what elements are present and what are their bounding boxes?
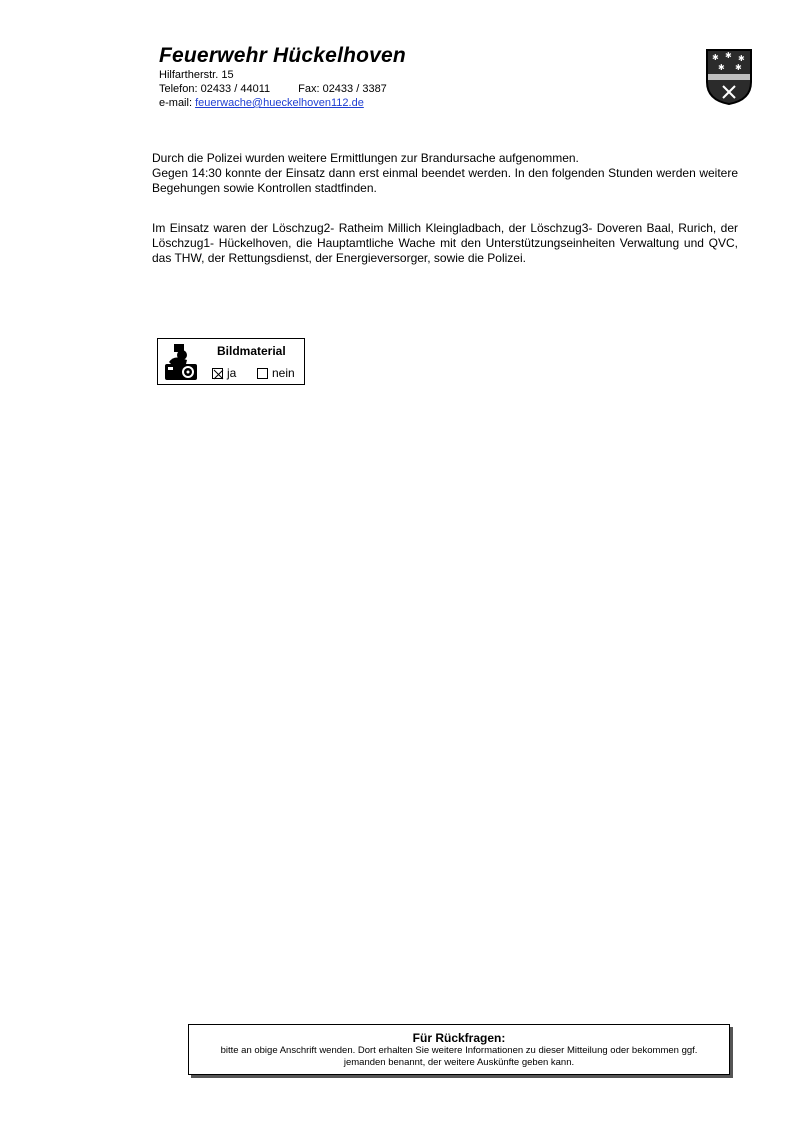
- email-label: e-mail:: [159, 97, 196, 109]
- paragraph-investigation: [152, 151, 738, 196]
- paragraph-line: Gegen 14:30 konnte der Einsatz dann erst einmal beendet werden. In den folgenden Stunden werden weitere Begehungen sowie Kontrollen stadtfinden.: [152, 166, 738, 195]
- svg-text:✱: ✱: [725, 51, 732, 60]
- coat-of-arms-icon: [705, 48, 753, 106]
- paragraph-text: Im Einsatz waren der Löschzug2- Ratheim Millich Kleingladbach, der Löschzug3- Doveren Baal, Rurich, der Löschzug1- Hückelhoven, die Hauptamtliche Wache mit den Unterstützungseinheiten Verwaltung und QVC, das THW, der Rettungsdienst, der Energieversorger, sowie die Polizei.: [152, 221, 738, 265]
- checkbox-nein-unchecked[interactable]: [257, 368, 268, 379]
- paragraph-line: Durch die Polizei wurden weitere Ermittlungen zur Brandursache aufgenommen.: [152, 151, 579, 165]
- bildmaterial-box: [157, 338, 305, 385]
- phone-number: Telefon: 02433 / 44011: [159, 83, 271, 95]
- paragraph-units: [152, 221, 738, 266]
- contact-line: [159, 82, 579, 96]
- svg-text:✱: ✱: [718, 63, 725, 72]
- option-ja[interactable]: [212, 366, 236, 380]
- svg-text:✱: ✱: [735, 63, 742, 72]
- footer-text: bitte an obige Anschrift wenden. Dort erhalten Sie weitere Informationen zu dieser Mitteilung oder bekommen ggf. jemanden benannt, der weitere Auskünfte geben kann.: [220, 1045, 698, 1068]
- contact-footer: [188, 1024, 730, 1075]
- email-link[interactable]: feuerwache@hueckelhoven112.de: [195, 97, 364, 109]
- bildmaterial-title: Bildmaterial: [217, 344, 286, 358]
- option-nein[interactable]: [257, 366, 295, 380]
- organization-name: Feuerwehr Hückelhoven: [159, 44, 406, 67]
- fax-number: Fax: 02433 / 3387: [298, 83, 387, 95]
- checkbox-ja-checked[interactable]: [212, 368, 223, 379]
- camera-photographer-icon: [161, 342, 201, 382]
- option-ja-label: ja: [227, 366, 237, 380]
- option-nein-label: nein: [272, 366, 295, 380]
- svg-text:✱: ✱: [712, 53, 719, 62]
- svg-text:✱: ✱: [738, 54, 745, 63]
- letterhead: [159, 44, 579, 110]
- address-line: Hilfartherstr. 15: [159, 69, 234, 81]
- footer-title: Für Rückfragen:: [412, 1031, 506, 1045]
- email-line: [159, 96, 579, 110]
